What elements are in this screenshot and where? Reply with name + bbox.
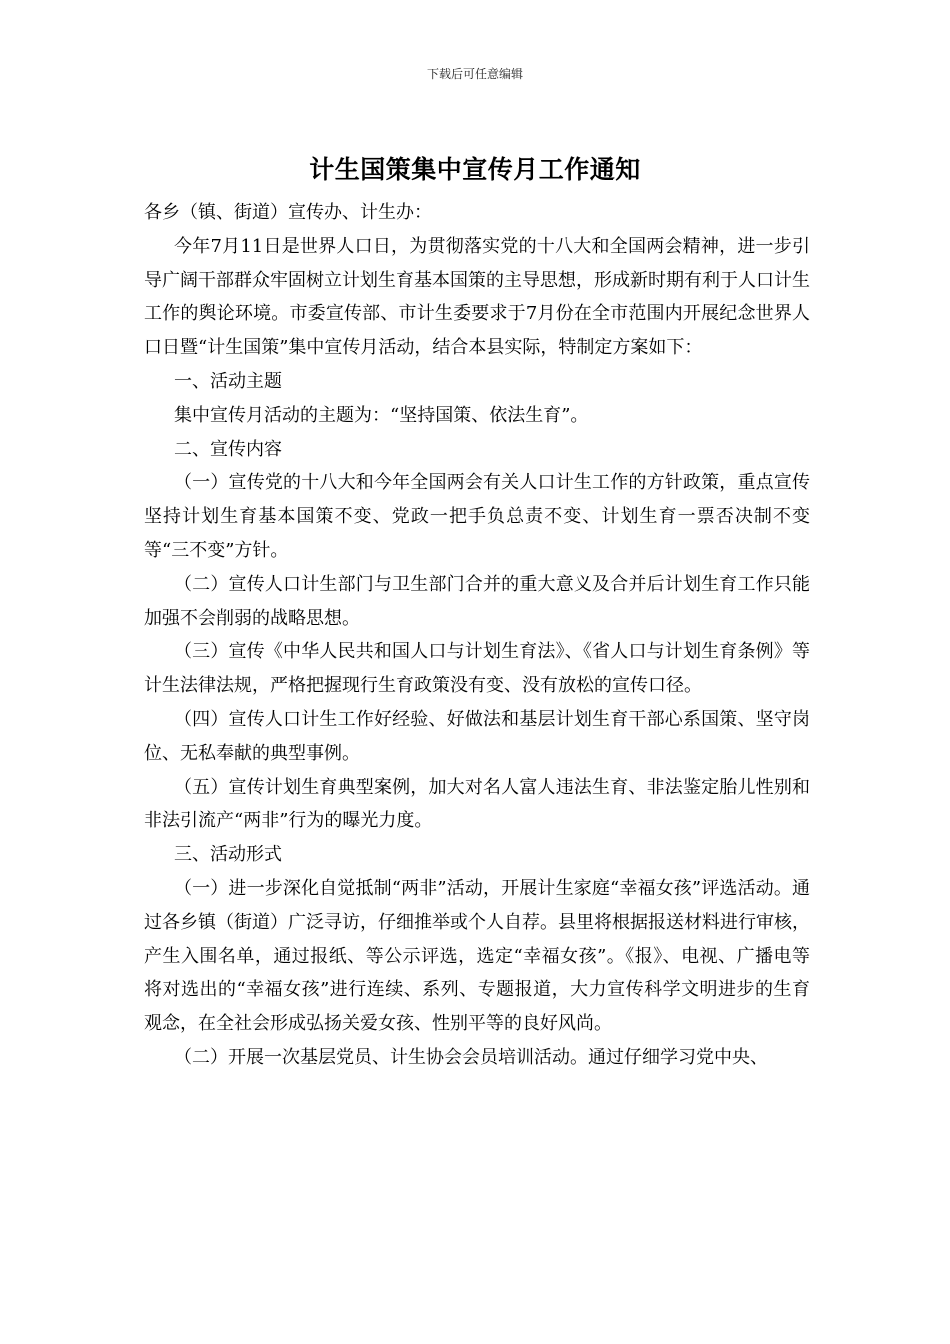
paragraph-content-4: （四）宣传人口计生工作好经验、好做法和基层计划生育干部心系国策、坚守岗位、无私奉献的典型事例。 xyxy=(144,708,810,764)
section-heading-forms: 三、活动形式 xyxy=(174,844,282,866)
paragraph-theme: 集中宣传月活动的主题为：“坚持国策、依法生育”。 xyxy=(174,404,589,426)
paragraph-content-2: （二）宣传人口计生部门与卫生部门合并的重大意义及合并后计划生育工作只能加强不会削弱的战略思想。 xyxy=(144,573,810,629)
section-heading-theme: 一、活动主题 xyxy=(174,370,282,392)
paragraph-content-1: （一）宣传党的十八大和今年全国两会有关人口计生工作的方针政策，重点宣传坚持计划生育基本国策不变、党政一把手负总责不变、计划生育一票否决制不变等“三不变”方针。 xyxy=(144,472,810,561)
document-title: 计生国策集中宣传月工作通知 xyxy=(309,155,641,184)
page-header-note: 下载后可任意编辑 xyxy=(426,67,523,81)
paragraph-content-3: （三）宣传《中华人民共和国人口与计划生育法》、《省人口与计划生育条例》等计生法律法规，严格把握现行生育政策没有变、没有放松的宣传口径。 xyxy=(144,641,810,697)
paragraph-content-5: （五）宣传计划生育典型案例，加大对名人富人违法生育、非法鉴定胎儿性别和非法引流产“两非”行为的曝光力度。 xyxy=(144,776,810,832)
paragraph-intro: 今年7月11日是世界人口日，为贯彻落实党的十八大和全国两会精神，进一步引导广阔干部群众牢固树立计划生育基本国策的主导思想，形成新时期有利于人口计生工作的舆论环境。市委宣传部、市计生委要求于7月份在全市范围内开展纪念世界人口日暨“计生国策”集中宣传月活动，结合本县实际，特制定方案如下： xyxy=(144,235,810,359)
paragraph-forms-2: （二）开展一次基层党员、计生协会会员培训活动。通过仔细学习党中央、 xyxy=(174,1046,768,1068)
salutation: 各乡（镇、街道）宣传办、计生办： xyxy=(144,202,432,223)
document-body xyxy=(144,196,810,1075)
section-heading-content: 二、宣传内容 xyxy=(174,438,282,460)
paragraph-forms-1: （一）进一步深化自觉抵制“两非”活动，开展计生家庭“幸福女孩”评选活动。通过各乡镇（街道）广泛寻访，仔细推举或个人自荐。县里将根据报送材料进行审核，产生入围名单，通过报纸、等公示评选，选定“幸福女孩”。《报》、电视、广播电等将对选出的“幸福女孩”进行连续、系列、专题报道，大力宣传科学文明进步的生育观念，在全社会形成弘扬关爱女孩、性别平等的良好风尚。 xyxy=(144,877,810,1035)
